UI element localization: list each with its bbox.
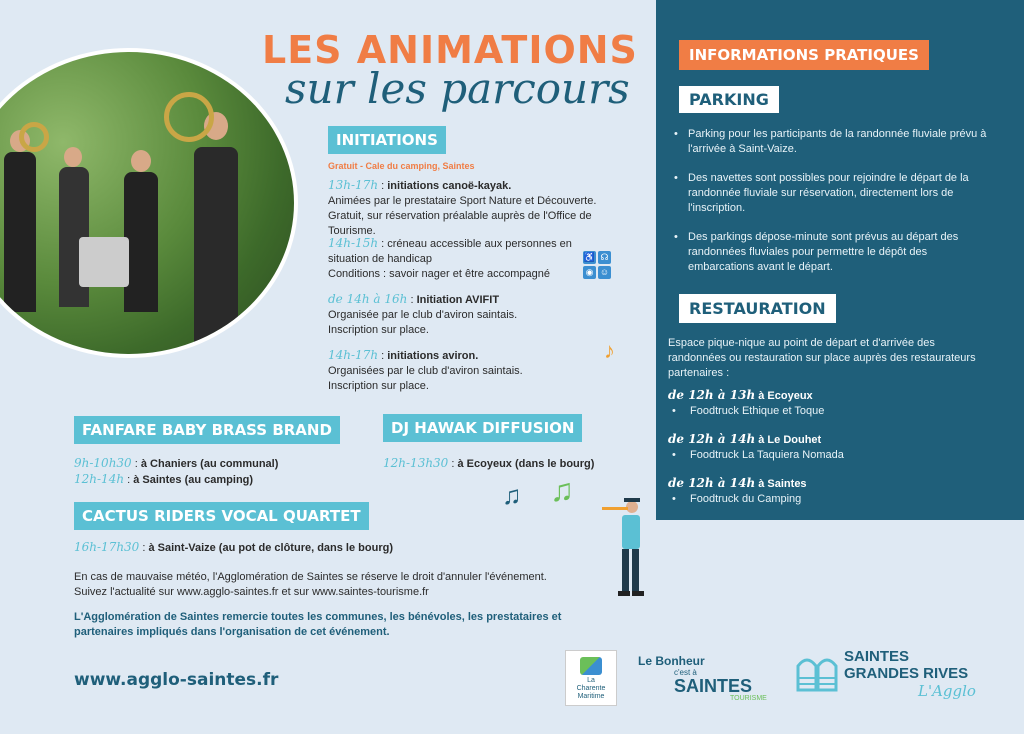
item-desc: créneau accessible aux personnes en situation de handicap bbox=[328, 238, 572, 265]
initiation-item-3: de 14h à 16h : Initiation AVIFIT Organisée par le club d'aviron saintais. Inscription sur place. bbox=[328, 292, 628, 338]
time-label: 16h-17h30 bbox=[74, 540, 140, 554]
time-label: 14h-17h bbox=[328, 348, 379, 362]
item-title: Initiation AVIFIT bbox=[416, 294, 500, 306]
restauration-intro: Espace pique-nique au point de départ et d'arrivée des randonnées ou restauration sur place auprès des restaurateurs partenaires : bbox=[668, 337, 976, 379]
restauration-item bbox=[668, 432, 844, 463]
logo-text: c'est à bbox=[674, 668, 697, 677]
item-desc: Animées par le prestataire Sport Nature et Découverte. Gratuit, sur réservation préalable auprès de l'Office de Tourisme. bbox=[328, 195, 597, 237]
logo-text: GRANDES RIVES bbox=[844, 665, 969, 682]
music-note-icon: ♫ bbox=[502, 480, 522, 510]
restauration-item bbox=[668, 476, 807, 507]
location: à Chaniers (au communal) bbox=[140, 458, 279, 470]
item-title: initiations canoë-kayak. bbox=[387, 180, 512, 192]
initiations-subtitle: Gratuit - Cale du camping, Saintes bbox=[328, 161, 475, 171]
logo-text: Charente bbox=[576, 685, 606, 692]
mental-disability-icon: ☺ bbox=[599, 267, 610, 277]
time-label: de 14h à 16h bbox=[328, 292, 408, 306]
foodtruck: • Foodtruck du Camping bbox=[668, 492, 807, 507]
list-item: • Des navettes sont possibles pour rejoindre le départ de la randonnée fluviale sur réservation, directement lors de l'inscription. bbox=[674, 171, 994, 216]
cactus-header: CACTUS RIDERS VOCAL QUARTET bbox=[74, 502, 369, 530]
parking-header: PARKING bbox=[679, 86, 779, 113]
initiations-header: INITIATIONS bbox=[328, 126, 446, 154]
time-label: 9h-10h30 bbox=[74, 456, 132, 470]
logo-text: TOURISME bbox=[730, 695, 767, 702]
logo-text: SAINTES bbox=[674, 676, 753, 696]
logo-text: SAINTES bbox=[844, 648, 910, 665]
page-title: LES ANIMATIONS bbox=[262, 28, 638, 72]
logo-text: La bbox=[587, 677, 595, 684]
cactus-schedule: 16h-17h30 : à Saint-Vaize (au pot de clôture, dans le bourg) bbox=[74, 540, 393, 554]
logo-text: Le Bonheur bbox=[638, 654, 705, 668]
charente-maritime-logo bbox=[565, 650, 617, 706]
location: à Saintes bbox=[758, 478, 807, 490]
initiation-item-1: 13h-17h : initiations canoë-kayak. Animées par le prestataire Sport Nature et Découverte. Gratuit, sur réservation préalable auprès de l'Office de Tourisme. bbox=[328, 178, 597, 237]
visual-impairment-icon: ◉ bbox=[583, 266, 596, 279]
deaf-icon: ☊ bbox=[598, 251, 611, 264]
initiation-item-2: 14h-15h : créneau accessible aux personnes en situation de handicap Conditions : savoir nager et être accompagné bbox=[328, 236, 572, 280]
time-label: 12h-14h bbox=[74, 472, 125, 486]
website-link[interactable]: www.agglo-saintes.fr bbox=[74, 670, 279, 690]
item-desc: Organisée par le club d'aviron saintais. Inscription sur place. bbox=[328, 309, 518, 336]
restauration-header: RESTAURATION bbox=[679, 294, 836, 323]
weather-line: En cas de mauvaise météo, l'Agglomération de Saintes se réserve le droit d'annuler l'événement. bbox=[74, 571, 547, 583]
time-label: de 12h à 14h bbox=[668, 476, 756, 490]
time-label: 13h-17h bbox=[328, 178, 379, 192]
weather-line: Suivez l'actualité sur www.agglo-saintes.fr et sur www.saintes-tourisme.fr bbox=[74, 586, 429, 598]
parking-list bbox=[674, 127, 994, 289]
page-subtitle: sur les parcours bbox=[285, 64, 630, 113]
location: à Ecoyeux (dans le bourg) bbox=[457, 458, 595, 470]
fanfare-schedule: 9h-10h30 : à Chaniers (au communal) 12h-14h : à Saintes (au camping) bbox=[74, 456, 279, 486]
logo-text: Maritime bbox=[577, 693, 605, 700]
dj-header: DJ HAWAK DIFFUSION bbox=[383, 414, 582, 442]
wheelchair-icon: ♿ bbox=[583, 252, 596, 262]
time-label: de 12h à 14h bbox=[668, 432, 756, 446]
list-item: • Parking pour les participants de la randonnée fluviale prévu à l'arrivée à Saint-Vaize. bbox=[674, 127, 994, 157]
weather-notice bbox=[74, 570, 547, 600]
initiation-item-4: 14h-17h : initiations aviron. Organisées par le club d'aviron saintais. Inscription sur place. bbox=[328, 348, 628, 394]
location: à Le Douhet bbox=[758, 434, 822, 446]
location: à Saint-Vaize (au pot de clôture, dans le bourg) bbox=[148, 542, 393, 554]
location: à Saintes (au camping) bbox=[133, 474, 254, 486]
saintes-grandes-rives-logo bbox=[796, 648, 1006, 708]
trumpet-player-illustration bbox=[600, 495, 650, 605]
item-title: initiations aviron. bbox=[387, 350, 479, 362]
foodtruck: • Foodtruck La Taquiera Nomada bbox=[668, 448, 844, 463]
thanks-line: partenaires impliqués dans l'organisation de cet événement. bbox=[74, 626, 390, 638]
music-note-icon: ♪ bbox=[604, 338, 615, 363]
music-note-icon: ♫ bbox=[550, 472, 574, 508]
saintes-tourisme-logo bbox=[638, 654, 768, 704]
item-desc: Organisées par le club d'aviron saintais. Inscription sur place. bbox=[328, 365, 523, 392]
info-header: INFORMATIONS PRATIQUES bbox=[679, 40, 929, 70]
wave-logo-icon bbox=[796, 650, 838, 692]
time-label: 14h-15h bbox=[328, 236, 379, 250]
brass-band-photo bbox=[0, 48, 298, 358]
item-conditions: Conditions : savoir nager et être accompagné bbox=[328, 268, 550, 280]
restauration-item bbox=[668, 388, 824, 419]
fanfare-header: FANFARE BABY BRASS BRAND bbox=[74, 416, 340, 444]
location: à Ecoyeux bbox=[758, 390, 813, 402]
foodtruck: • Foodtruck Ethique et Toque bbox=[668, 404, 824, 419]
thanks-line: L'Agglomération de Saintes remercie toutes les communes, les bénévoles, les prestataires et bbox=[74, 611, 562, 623]
time-label: 12h-13h30 bbox=[383, 456, 449, 470]
list-item: • Des parkings dépose-minute sont prévus au départ des randonnées fluviales pour permettre le dépôt des embarcations avant le départ. bbox=[674, 230, 994, 275]
time-label: de 12h à 13h bbox=[668, 388, 756, 402]
dj-schedule: 12h-13h30 : à Ecoyeux (dans le bourg) bbox=[383, 456, 595, 470]
logo-text: L'Agglo bbox=[918, 682, 976, 700]
thanks-text bbox=[74, 610, 561, 640]
